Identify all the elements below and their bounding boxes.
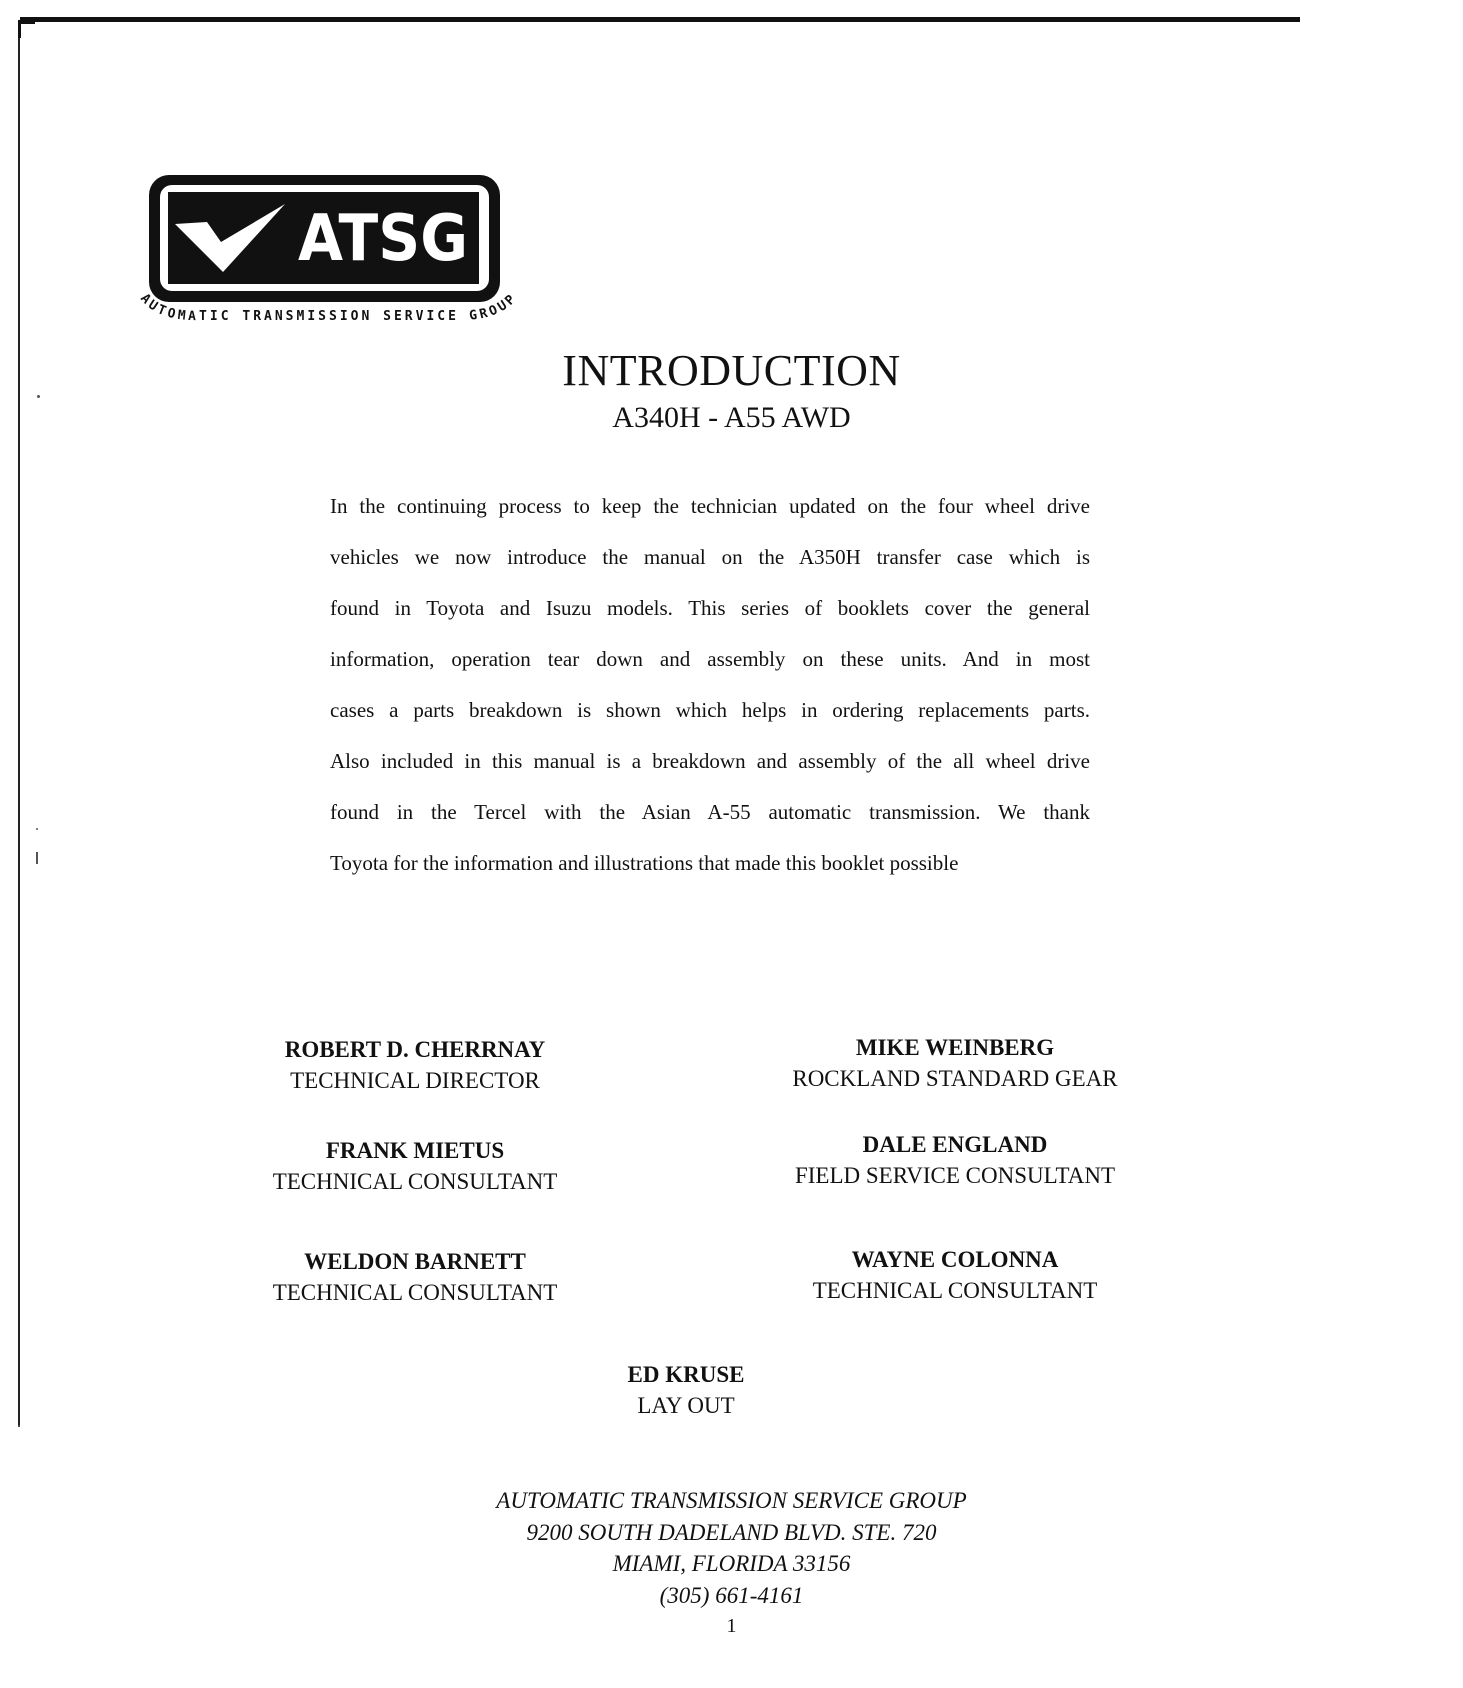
intro-line: information, operation tear down and assembly on these units. And in most [330,647,1090,671]
page-number: 1 [726,1615,737,1637]
page-border-left [18,22,20,1427]
intro-line: vehicles we now introduce the manual on the A350H transfer case which is [330,545,1090,569]
intro-line: Toyota for the information and illustrations that made this booklet possible [330,851,959,875]
atsg-logo [120,172,540,332]
intro-line: found in the Tercel with the Asian A-55 automatic transmission. We thank [330,800,1090,824]
footer-phone: (305) 661-4161 [659,1582,804,1608]
credit-name: DALE ENGLAND [862,1132,1048,1157]
credit-name: ED KRUSE [627,1362,745,1387]
footer-street: 9200 SOUTH DADELAND BLVD. STE. 720 [526,1519,937,1545]
credit-block [185,1246,645,1308]
scan-speck [36,828,38,830]
credit-role: TECHNICAL CONSULTANT [272,1280,558,1305]
credit-role: FIELD SERVICE CONSULTANT [794,1163,1116,1188]
credit-block [185,1135,645,1197]
credit-role: TECHNICAL DIRECTOR [290,1068,540,1093]
credit-name: WELDON BARNETT [304,1249,526,1274]
credit-name: FRANK MIETUS [325,1138,505,1163]
footer-city: MIAMI, FLORIDA 33156 [612,1551,851,1576]
page-corner-mark [18,20,35,38]
footer-address [0,1485,1463,1611]
credit-name: MIKE WEINBERG [855,1035,1055,1060]
credit-block [725,1129,1185,1191]
credit-block [725,1244,1185,1306]
credit-name: WAYNE COLONNA [851,1247,1059,1272]
intro-line: In the continuing process to keep the technician updated on the four wheel drive [330,494,1090,518]
scan-speck [36,852,38,864]
credit-role: LAY OUT [637,1393,735,1418]
credit-block [456,1359,916,1421]
logo-wordmark: ATSG [298,202,468,276]
credit-role: TECHNICAL CONSULTANT [272,1169,558,1194]
intro-line: found in Toyota and Isuzu models. This series of booklets cover the general [330,596,1090,620]
page-subtitle: A340H - A55 AWD [612,401,851,434]
scan-speck [18,1425,20,1427]
intro-line: Also included in this manual is a breakdown and assembly of the all wheel drive [330,749,1090,773]
page-border-top [20,17,1300,22]
page-title: INTRODUCTION [562,346,901,395]
footer-org: AUTOMATIC TRANSMISSION SERVICE GROUP [496,1488,967,1513]
logo-arc-text: AUTOMATIC TRANSMISSION SERVICE GROUP [137,290,521,325]
intro-paragraph [330,492,1090,900]
credit-role: ROCKLAND STANDARD GEAR [792,1066,1118,1091]
intro-line: cases a parts breakdown is shown which helps in ordering replacements parts. [330,698,1090,722]
credit-name: ROBERT D. CHERRNAY [284,1037,546,1062]
credit-role: TECHNICAL CONSULTANT [812,1278,1098,1303]
credit-block [185,1034,645,1096]
credit-block [725,1032,1185,1094]
